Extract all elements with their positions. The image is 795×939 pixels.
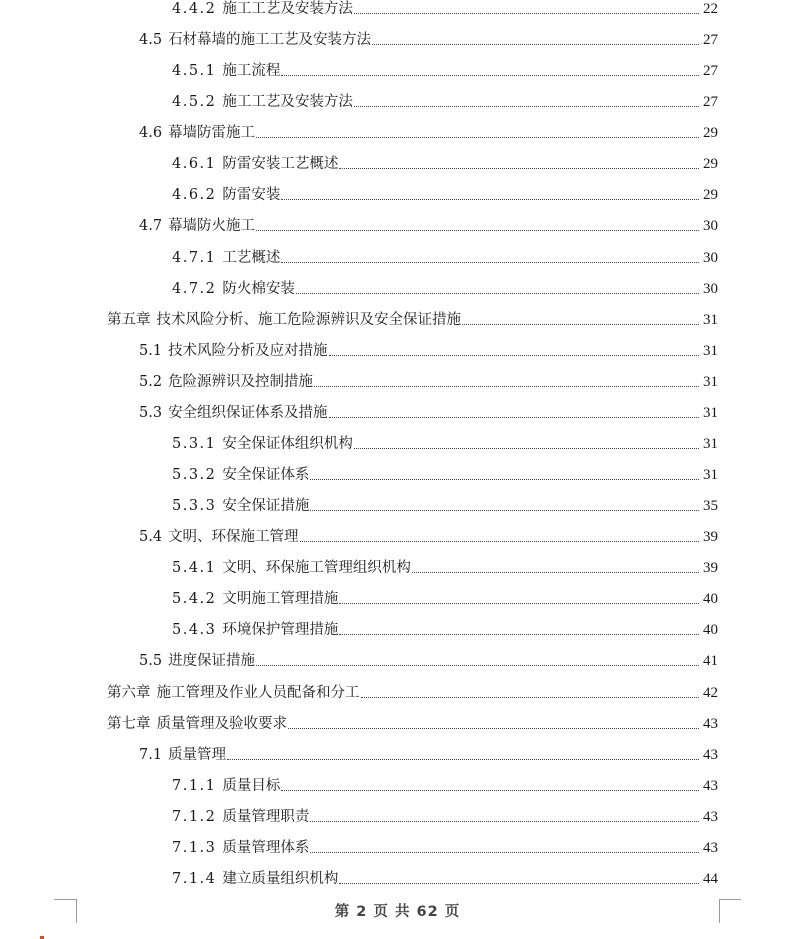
toc-entry-title: 环境保护管理措施	[222, 622, 339, 639]
toc-entry-page-number: 43	[703, 777, 718, 794]
toc-entry-page-number: 43	[703, 808, 718, 825]
toc-entry-number: 5.3.1	[172, 435, 217, 452]
toc-entry[interactable]	[172, 866, 718, 888]
toc-entry[interactable]	[172, 462, 718, 484]
toc-entry[interactable]	[172, 804, 718, 826]
toc-entry-number: 5.4.2	[172, 591, 217, 608]
toc-entry-page-number: 40	[703, 591, 718, 608]
toc-entry-number: 4.4.2	[172, 1, 217, 17]
toc-dot-leader	[310, 509, 699, 511]
toc-entry-page-number: 31	[703, 373, 718, 390]
toc-dot-leader	[339, 167, 699, 169]
toc-entry[interactable]	[172, 245, 718, 267]
toc-entry-page-number: 29	[703, 156, 718, 173]
toc-entry-number: 7.1.4	[172, 870, 217, 887]
toc-entry[interactable]	[172, 0, 718, 18]
toc-entry[interactable]	[139, 742, 718, 764]
toc-entry-number: 5.3.3	[172, 498, 217, 515]
toc-entry-title: 安全保证体组织机构	[222, 435, 353, 452]
toc-entry-title: 施工流程	[222, 63, 281, 80]
toc-entry-number: 5.2	[139, 373, 163, 390]
toc-entry-page-number: 30	[703, 280, 718, 297]
toc-dot-leader	[339, 633, 699, 635]
toc-dot-leader	[296, 292, 699, 294]
toc-dot-leader	[372, 43, 699, 45]
crop-mark-right-vertical	[719, 899, 720, 923]
toc-entry-page-number: 43	[703, 839, 718, 856]
toc-entry-page-number: 29	[703, 125, 718, 142]
toc-entry-title: 防火棉安装	[222, 280, 295, 297]
toc-entry-page-number: 29	[703, 187, 718, 204]
toc-entry-title: 施工管理及作业人员配备和分工	[156, 684, 360, 701]
toc-entry-number: 5.3	[139, 404, 163, 421]
toc-entry[interactable]	[172, 493, 718, 515]
toc-dot-leader	[281, 261, 699, 263]
toc-entry-number: 4.5.1	[172, 63, 217, 80]
toc-entry-title: 文明、环保施工管理组织机构	[222, 560, 411, 577]
toc-entry-title: 质量管理职责	[222, 808, 310, 825]
toc-entry-title: 石材幕墙的施工工艺及安装方法	[168, 32, 372, 49]
toc-entry-page-number: 43	[703, 715, 718, 732]
toc-entry[interactable]	[139, 338, 718, 360]
toc-entry[interactable]	[139, 524, 718, 546]
toc-entry-title: 防雷安装工艺概述	[222, 156, 339, 173]
toc-dot-leader	[281, 198, 699, 200]
toc-entry-title: 质量管理	[168, 746, 227, 763]
toc-entry-title: 质量管理体系	[222, 839, 310, 856]
toc-dot-leader	[310, 851, 699, 853]
toc-dot-leader	[256, 229, 699, 231]
toc-entry-number: 7.1.1	[172, 777, 217, 794]
toc-dot-leader	[227, 758, 699, 760]
toc-entry-number: 5.1	[139, 342, 163, 359]
toc-entry-number: 第七章	[107, 715, 151, 732]
toc-dot-leader	[354, 447, 699, 449]
toc-entry[interactable]	[172, 276, 718, 298]
toc-entry-title: 危险源辨识及控制措施	[168, 373, 314, 390]
toc-entry-page-number: 31	[703, 311, 718, 328]
toc-dot-leader	[314, 385, 699, 387]
toc-entry-title: 施工工艺及安装方法	[222, 1, 353, 17]
toc-entry-title: 进度保证措施	[168, 653, 256, 670]
toc-entry[interactable]	[139, 400, 718, 422]
toc-entry-number: 5.3.2	[172, 467, 217, 484]
toc-entry[interactable]	[139, 27, 718, 49]
toc-entry-number: 4.7	[139, 218, 163, 235]
toc-entry-number: 4.7.1	[172, 249, 217, 266]
crop-mark-left-horizontal	[54, 899, 76, 900]
toc-dot-leader	[300, 540, 699, 542]
toc-entry-number: 4.5	[139, 32, 163, 49]
toc-entry-page-number: 22	[703, 1, 718, 17]
toc-entry-page-number: 27	[703, 63, 718, 80]
toc-entry-number: 5.4.3	[172, 622, 217, 639]
toc-entry-page-number: 31	[703, 467, 718, 484]
toc-entry-title: 质量管理及验收要求	[156, 715, 287, 732]
toc-dot-leader	[339, 602, 699, 604]
toc-entry[interactable]	[107, 307, 718, 329]
toc-entry-number: 第五章	[107, 311, 151, 328]
toc-entry[interactable]	[172, 617, 718, 639]
toc-entry[interactable]	[139, 213, 718, 235]
toc-entry-number: 4.5.2	[172, 94, 217, 111]
toc-entry-page-number: 40	[703, 622, 718, 639]
toc-entry[interactable]	[139, 120, 718, 142]
toc-dot-leader	[329, 354, 699, 356]
toc-entry[interactable]	[172, 555, 718, 577]
toc-entry[interactable]	[139, 369, 718, 391]
toc-entry-page-number: 30	[703, 218, 718, 235]
toc-entry-number: 4.6	[139, 125, 163, 142]
toc-entry[interactable]	[107, 680, 718, 702]
crop-mark-right-horizontal	[719, 899, 741, 900]
toc-entry-page-number: 39	[703, 560, 718, 577]
toc-entry-title: 幕墙防雷施工	[168, 125, 256, 142]
toc-entry[interactable]	[172, 431, 718, 453]
toc-entry[interactable]	[172, 89, 718, 111]
toc-dot-leader	[288, 727, 699, 729]
toc-entry-page-number: 27	[703, 94, 718, 111]
toc-entry-page-number: 39	[703, 529, 718, 546]
toc-entry[interactable]	[172, 586, 718, 608]
toc-entry-page-number: 31	[703, 435, 718, 452]
toc-dot-leader	[310, 820, 699, 822]
toc-entry-number: 7.1.2	[172, 808, 217, 825]
toc-entry-title: 施工工艺及安装方法	[222, 94, 353, 111]
toc-entry-page-number: 41	[703, 653, 718, 670]
toc-dot-leader	[361, 696, 700, 698]
toc-entry-title: 防雷安装	[222, 187, 281, 204]
toc-entry-title: 幕墙防火施工	[168, 218, 256, 235]
toc-entry-page-number: 42	[703, 684, 718, 701]
toc-entry-title: 质量目标	[222, 777, 281, 794]
toc-dot-leader	[256, 136, 699, 138]
toc-entry-title: 安全保证体系	[222, 467, 310, 484]
toc-entry-number: 7.1.3	[172, 839, 217, 856]
toc-entry-title: 文明、环保施工管理	[168, 529, 299, 546]
toc-entry-title: 技术风险分析、施工危险源辨识及安全保证措施	[156, 311, 461, 328]
toc-entry[interactable]	[139, 648, 718, 670]
toc-entry-number: 4.6.2	[172, 187, 217, 204]
toc-dot-leader	[310, 478, 699, 480]
toc-entry-number: 7.1	[139, 746, 163, 763]
crop-mark-left-vertical	[76, 899, 77, 923]
toc-entry-title: 安全组织保证体系及措施	[168, 404, 328, 421]
toc-entry-title: 文明施工管理措施	[222, 591, 339, 608]
toc-dot-leader	[354, 12, 699, 14]
toc-entry[interactable]	[172, 182, 718, 204]
toc-entry[interactable]	[172, 58, 718, 80]
toc-dot-leader	[412, 571, 699, 573]
toc-entry-page-number: 44	[703, 870, 718, 887]
toc-entry-page-number: 43	[703, 746, 718, 763]
toc-entry-title: 建立质量组织机构	[222, 870, 339, 887]
toc-entry-number: 5.4	[139, 529, 163, 546]
toc-entry[interactable]	[172, 835, 718, 857]
toc-entry-number: 第六章	[107, 684, 151, 701]
toc-dot-leader	[354, 105, 699, 107]
toc-entry-page-number: 27	[703, 32, 718, 49]
toc-entry-number: 4.6.1	[172, 156, 217, 173]
toc-entry-page-number: 31	[703, 404, 718, 421]
page-footer: 第 2 页 共 62 页	[334, 904, 461, 920]
toc-entry-page-number: 31	[703, 342, 718, 359]
toc-dot-leader	[339, 882, 699, 884]
toc-entry-title: 安全保证措施	[222, 498, 310, 515]
toc-dot-leader	[281, 789, 699, 791]
toc-entry[interactable]	[107, 711, 718, 733]
toc-dot-leader	[462, 323, 699, 325]
toc-dot-leader	[256, 664, 699, 666]
toc-entry[interactable]	[172, 151, 718, 173]
toc-dot-leader	[329, 416, 699, 418]
toc-entry-title: 技术风险分析及应对措施	[168, 342, 328, 359]
toc-entry[interactable]	[172, 773, 718, 795]
toc-entry-number: 4.7.2	[172, 280, 217, 297]
toc-entry-number: 5.4.1	[172, 560, 217, 577]
toc-entry-number: 5.5	[139, 653, 163, 670]
toc-dot-leader	[281, 74, 699, 76]
toc-entry-page-number: 35	[703, 498, 718, 515]
toc-entry-title: 工艺概述	[222, 249, 281, 266]
toc-entry-page-number: 30	[703, 249, 718, 266]
